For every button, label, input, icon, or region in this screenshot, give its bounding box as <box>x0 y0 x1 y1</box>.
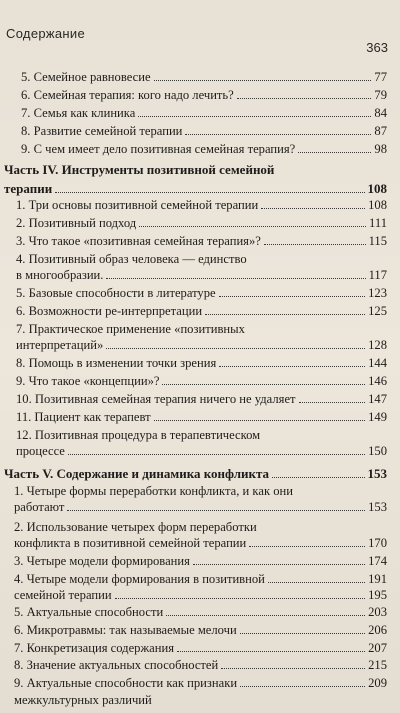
toc-entry <box>14 658 387 673</box>
toc-entry-page: 170 <box>368 536 387 550</box>
toc-entry <box>14 572 387 587</box>
toc-entry <box>16 198 387 213</box>
toc-entry <box>21 124 387 139</box>
toc-entry-page: 84 <box>374 106 387 120</box>
toc-entry <box>16 286 387 301</box>
toc-entry <box>14 554 387 569</box>
toc-entry-title: 2. Использование четырех форм переработки <box>14 520 257 534</box>
toc-entry <box>21 142 387 157</box>
toc-entry-title: 8. Помощь в изменении точки зрения <box>16 356 217 370</box>
toc-entry-page: 195 <box>368 588 387 602</box>
part-heading: Часть V. Содержание и динамика конфликта <box>4 466 270 481</box>
toc-entry <box>16 268 387 283</box>
toc-entry <box>16 392 387 407</box>
toc-entry-page: 117 <box>368 268 387 282</box>
toc-entry-title: терапии <box>4 181 53 196</box>
toc-entry-page: 108 <box>368 198 387 212</box>
toc-entry <box>16 374 387 389</box>
toc-entry-title: 9. Что такое «концепции»? <box>16 374 160 388</box>
toc-entry-page: 150 <box>368 444 387 458</box>
toc-entry-page: 191 <box>368 572 387 586</box>
toc-entry-title: в многообразии. <box>16 268 104 282</box>
toc-entry-page: 108 <box>367 181 387 196</box>
toc-entry-page: 125 <box>368 304 387 318</box>
toc-entry-title: межкультурных различий <box>14 693 152 707</box>
toc-entry-page: 77 <box>374 70 387 84</box>
toc-entry-title: работают <box>14 500 65 514</box>
toc-entry-title: 8. Развитие семейной терапии <box>21 124 183 138</box>
toc-entry <box>16 356 387 371</box>
toc-entry-page: 111 <box>369 216 387 230</box>
toc-entry <box>16 338 387 353</box>
toc-entry-page: 215 <box>368 658 387 672</box>
toc-entry <box>16 234 387 249</box>
toc-entry-title: 11. Пациент как терапевт <box>16 410 151 424</box>
toc-entry-title: 5. Базовые способности в литературе <box>16 286 216 300</box>
toc-entry-page: 128 <box>368 338 387 352</box>
toc-entry <box>21 106 387 121</box>
toc-entry <box>14 536 387 551</box>
toc-entry-title: 9. С чем имеет дело позитивная семейная терапия? <box>21 142 296 156</box>
toc-entry-page: 146 <box>368 374 387 388</box>
toc-entry <box>16 444 387 459</box>
toc-entry-title: 2. Позитивный подход <box>16 216 137 230</box>
page-number: 363 <box>366 40 388 55</box>
toc-entry-title: процессе <box>16 444 65 458</box>
toc-entry <box>16 410 387 425</box>
toc-entry <box>4 181 387 196</box>
toc-entry-page: 79 <box>374 88 387 102</box>
toc-entry-title: конфликта в позитивной семейной терапии <box>14 536 247 550</box>
toc-entry-title: 6. Возможности ре-интерпретации <box>16 304 203 318</box>
toc-entry-title: 7. Конкретизация содержания <box>14 641 175 655</box>
toc-entry <box>14 623 387 638</box>
toc-entry <box>14 676 387 691</box>
running-header-title: Содержание <box>6 26 85 41</box>
toc-entry <box>16 216 387 231</box>
part-heading: Часть IV. Инструменты позитивной семейной <box>4 162 275 177</box>
toc-entry-title: 8. Значение актуальных способностей <box>14 658 219 672</box>
toc-entry-title: 5. Семейное равновесие <box>21 70 151 84</box>
toc-entry-page: 203 <box>368 605 387 619</box>
toc-entry-page: 206 <box>368 623 387 637</box>
toc-entry-title: 1. Три основы позитивной семейной терапии <box>16 198 259 212</box>
toc-entry-page: 153 <box>367 466 387 481</box>
toc-entry <box>21 88 387 103</box>
toc-entry-page: 174 <box>368 554 387 568</box>
toc-entry-title: 3. Что такое «позитивная семейная терапия»? <box>16 234 261 248</box>
toc-entry <box>14 500 387 515</box>
toc-entry-title: 5. Актуальные способности <box>14 605 164 619</box>
toc-entry-title: 1. Четыре формы переработки конфликта, и как они <box>14 484 293 498</box>
toc-entry <box>4 466 387 481</box>
toc-entry-page: 209 <box>368 676 387 690</box>
toc-entry-page: 123 <box>368 286 387 300</box>
toc-entry-title: 6. Микротравмы: так называемые мелочи <box>14 623 237 637</box>
toc-entry-title: 7. Практическое применение «позитивных <box>16 322 245 336</box>
toc-entry-page: 115 <box>368 234 387 248</box>
toc-entry-page: 149 <box>368 410 387 424</box>
toc-entry-title: семейной терапии <box>14 588 112 602</box>
toc-entry <box>14 641 387 656</box>
toc-entry <box>14 588 387 603</box>
toc-entry-title: 9. Актуальные способности как признаки <box>14 676 238 690</box>
toc-entry-page: 153 <box>368 500 387 514</box>
toc-entry-title: 10. Позитивная семейная терапия ничего не удаляет <box>16 392 296 406</box>
toc-entry-title: 12. Позитивная процедура в терапевтическом <box>16 428 261 442</box>
toc-entry-title: 4. Четыре модели формирования в позитивной <box>14 572 265 586</box>
toc-entry-page: 98 <box>374 142 387 156</box>
toc-entry-title: интерпретаций» <box>16 338 104 352</box>
toc-entry <box>16 304 387 319</box>
toc-entry-title: 7. Семья как клиника <box>21 106 136 120</box>
toc-entry-page: 207 <box>368 641 387 655</box>
toc-entry <box>14 605 387 620</box>
toc-entry <box>21 70 387 85</box>
toc-entry-page: 87 <box>374 124 387 138</box>
toc-entry-title: 4. Позитивный образ человека — единство <box>16 252 247 266</box>
toc-entry-page: 147 <box>368 392 387 406</box>
toc-entry-title: 6. Семейная терапия: кого надо лечить? <box>21 88 234 102</box>
toc-entry-title: 3. Четыре модели формирования <box>14 554 190 568</box>
toc-entry-page: 144 <box>368 356 387 370</box>
